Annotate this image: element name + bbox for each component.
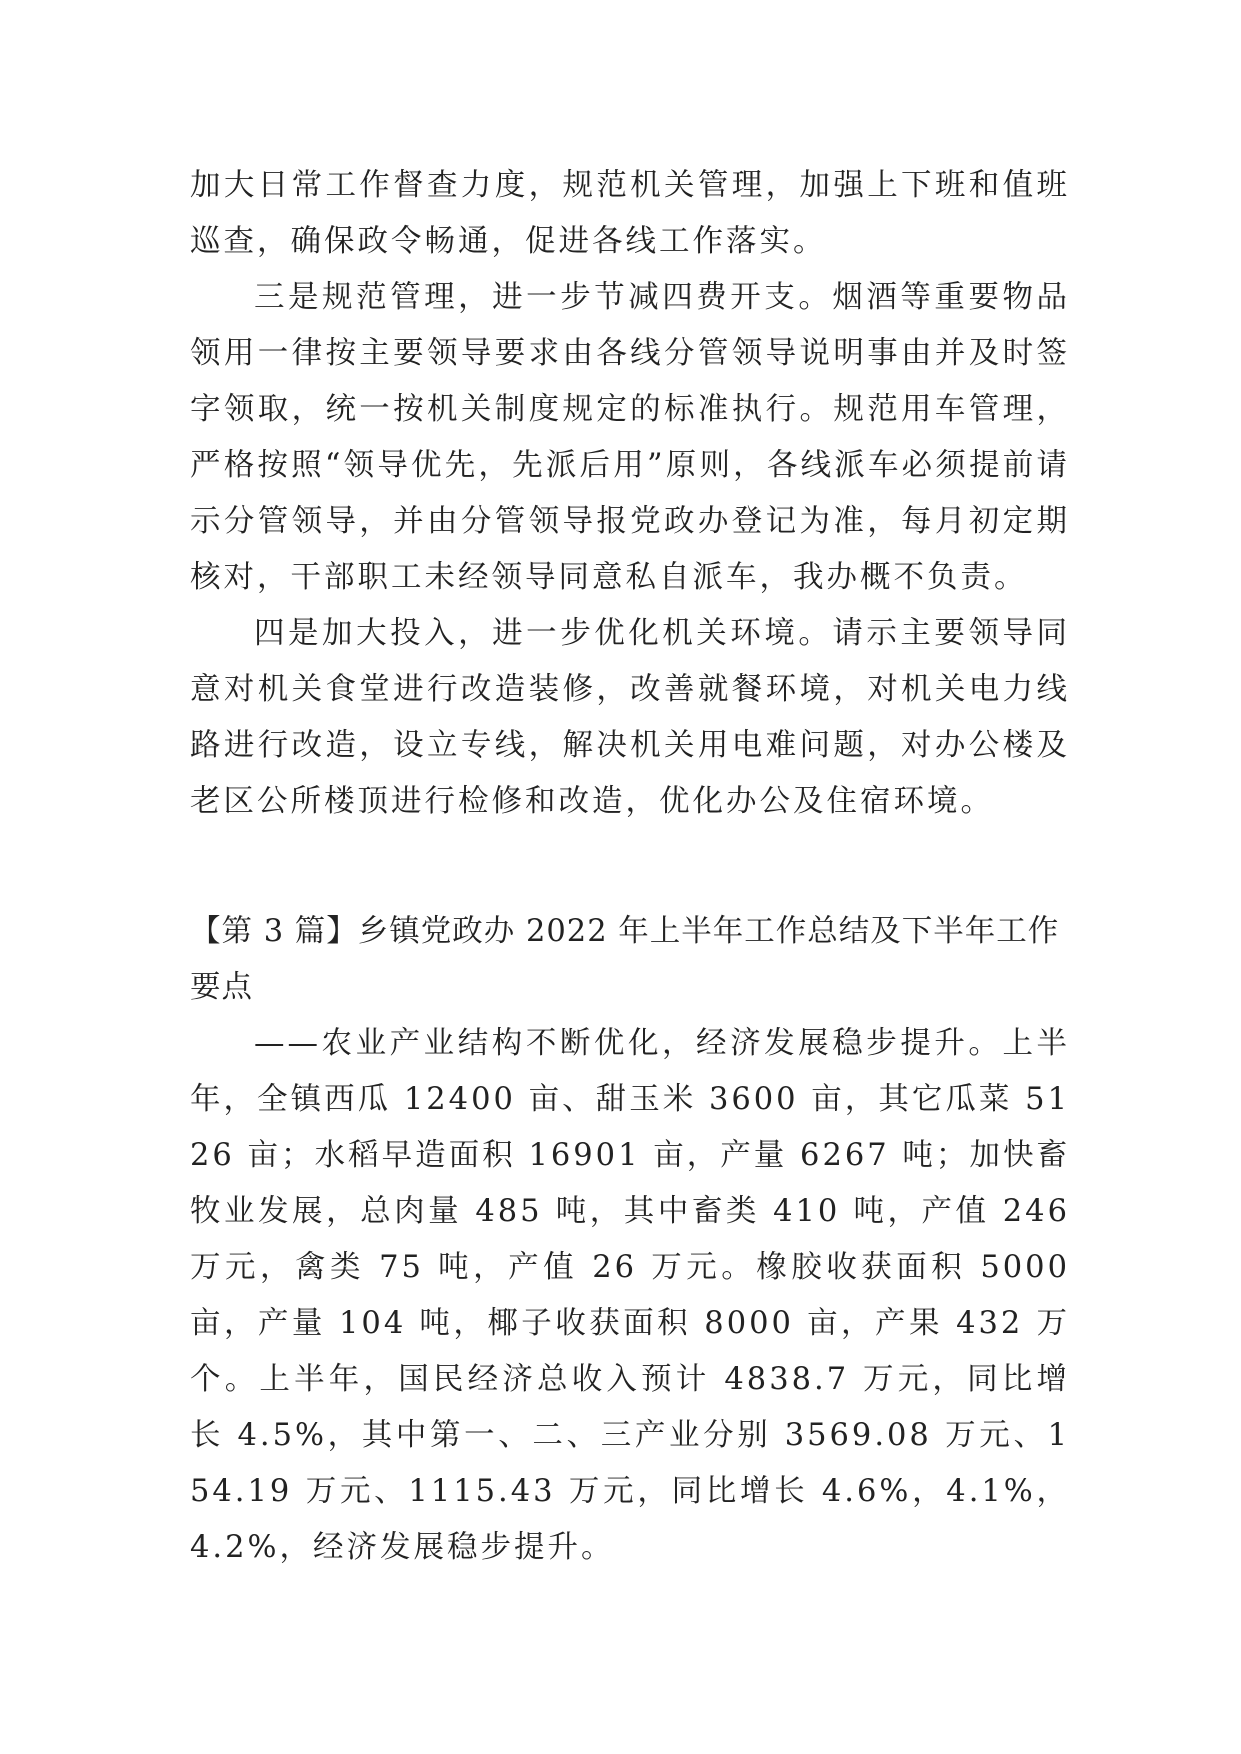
paragraph-agriculture: ——农业产业结构不断优化，经济发展稳步提升。上半年，全镇西瓜 12400 亩、甜玉米 3600 亩，其它瓜菜 5126 亩；水稻早造面积 16901 亩，产量 6267 吨；加快畜牧业发展，总肉量 485 吨，其中畜类 410 吨，产值 246 万元，禽类 75 吨，产值 26 万元。橡胶收获面积 5000 亩，产量 104 吨，椰子收获面积 8000 亩，产果 432 万个。上半年，国民经济总收入预计 4838.7 万元，同比增长 4.5%，其中第一、二、三产业分别 3569.08 万元、154.19 万元、1115.43 万元，同比增长 4.6%，4.1%，4.2%，经济发展稳步提升。: [190, 1026, 1070, 1565]
paragraph-investment: 四是加大投入，进一步优化机关环境。请示主要领导同意对机关食堂进行改造装修，改善就餐环境，对机关电力线路进行改造，设立专线，解决机关用电难问题，对办公楼及老区公所楼顶进行检修和改造，优化办公及住宿环境。: [190, 616, 1070, 819]
section-spacer: [190, 830, 1070, 904]
paragraph-management: 三是规范管理，进一步节减四费开支。烟酒等重要物品领用一律按主要领导要求由各线分管领导说明事由并及时签字领取，统一按机关制度规定的标准执行。规范用车管理，严格按照“领导优先，先派后用”原则，各线派车必须提前请示分管领导，并由分管领导报党政办登记为准，每月初定期核对，干部职工未经领导同意私自派车，我办概不负责。: [190, 280, 1070, 595]
paragraph-continuation: 加大日常工作督查力度，规范机关管理，加强上下班和值班巡查，确保政令畅通，促进各线工作落实。: [190, 168, 1070, 259]
section-heading: 【第 3 篇】乡镇党政办 2022 年上半年工作总结及下半年工作要点: [190, 914, 1060, 1005]
document-body: [190, 158, 1070, 1576]
